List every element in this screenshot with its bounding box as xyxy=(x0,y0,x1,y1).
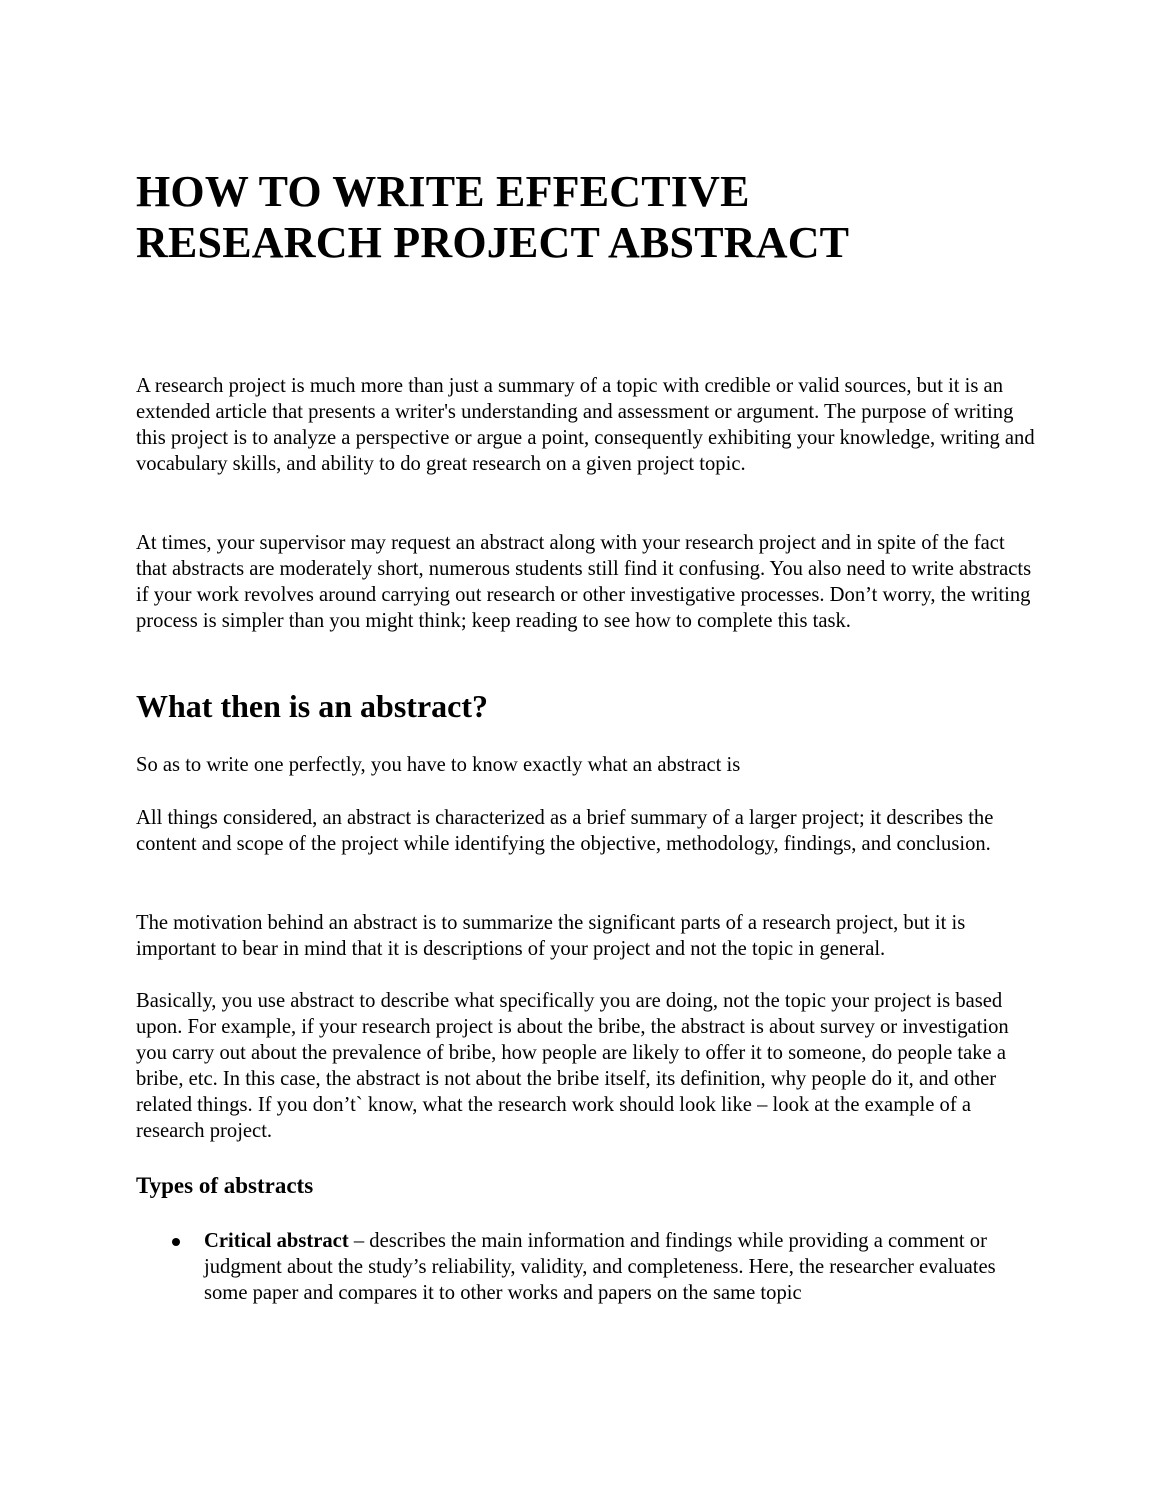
list-item-term: Critical abstract xyxy=(204,1230,349,1252)
intro-paragraph-1: A research project is much more than just a summary of a topic with credible or valid sources, but it is an extended article that presents a writer's understanding and assessment or argument. The purpose of writing this project is to analyze a perspective or argue a point, consequently exhibiting your knowledge, writing and vocabulary skills, and ability to do great research on a given project topic. xyxy=(136,375,1035,475)
bullet-icon xyxy=(172,1238,180,1246)
section-paragraph-1: So as to write one perfectly, you have to know exactly what an abstract is xyxy=(136,754,741,776)
list-item xyxy=(136,1228,1036,1306)
document-title xyxy=(136,166,1036,268)
section-heading: What then is an abstract? xyxy=(136,688,489,724)
subsection-heading: Types of abstracts xyxy=(136,1173,314,1198)
section-paragraph-3: The motivation behind an abstract is to summarize the significant parts of a research project, but it is important to bear in mind that it is descriptions of your project and not the topic in general. xyxy=(136,912,966,960)
title-line-2: RESEARCH PROJECT ABSTRACT xyxy=(136,218,850,267)
section-paragraph-4: Basically, you use abstract to describe what specifically you are doing, not the topic your project is based upon. For example, if your research project is about the bribe, the abstract is about survey or investigation you carry out about the prevalence of bribe, how people are likely to offer it to someone, do people take a bribe, etc. In this case, the abstract is not about the bribe itself, its definition, why people do it, and other related things. If you don’t` know, what the research work should look like – look at the example of a research project. xyxy=(136,990,1009,1142)
intro-paragraph-2: At times, your supervisor may request an abstract along with your research project and in spite of the fact that abstracts are moderately short, numerous students still find it confusing. You also need to write abstracts if your work revolves around carrying out research or other investigative processes. Don’t worry, the writing process is simpler than you might think; keep reading to see how to complete this task. xyxy=(136,532,1032,632)
abstract-types-list xyxy=(136,1228,1036,1306)
list-item-description: – describes the main information and findings while providing a comment or judgment about the study’s reliability, validity, and completeness. Here, the researcher evaluates some paper and compares it to other works and papers on the same topic xyxy=(204,1230,996,1304)
section-paragraph-2: All things considered, an abstract is characterized as a brief summary of a larger project; it describes the content and scope of the project while identifying the objective, methodology, findings, and conclusion. xyxy=(136,807,994,855)
title-line-1: HOW TO WRITE EFFECTIVE xyxy=(136,167,750,216)
